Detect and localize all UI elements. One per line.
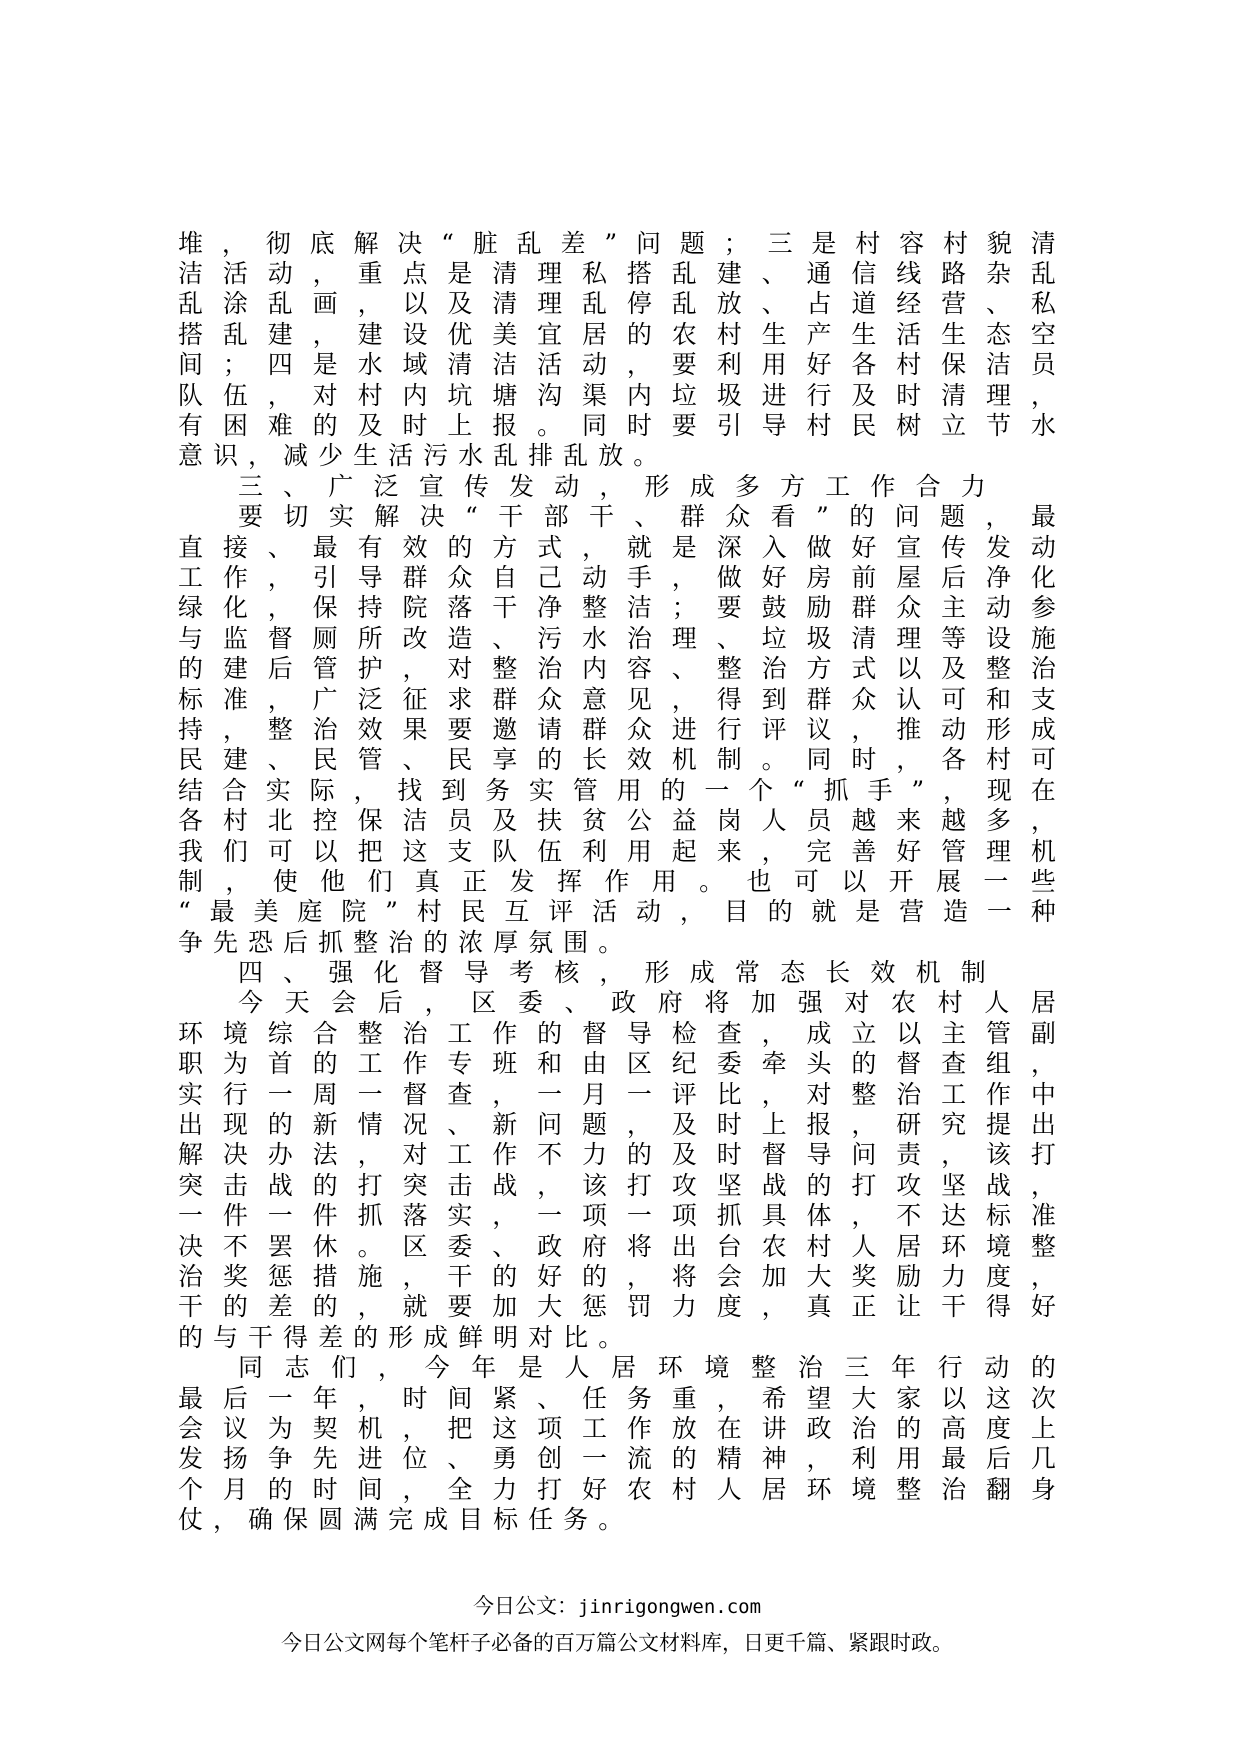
- text-line: 的 建 后 管 护 ， 对 整 治 内 容 、 整 治 方 式 以 及 整 治: [178, 654, 1056, 684]
- text-line: 持 ， 整 治 效 果 要 邀 请 群 众 进 行 评 议 ， 推 动 形 成: [178, 714, 1056, 744]
- text-line: “ 最 美 庭 院 ” 村 民 互 评 活 动 ， 目 的 就 是 营 造 一 种: [178, 897, 1056, 927]
- text-line: 环 境 综 合 整 治 工 作 的 督 导 检 查 ， 成 立 以 主 管 副: [178, 1018, 1056, 1048]
- text-line: 间 ； 四 是 水 域 清 洁 活 动 ， 要 利 用 好 各 村 保 洁 员: [178, 350, 1056, 380]
- text-line: 民 建 、 民 管 、 民 享 的 长 效 机 制 。 同 时 ， 各 村 可: [178, 745, 1056, 775]
- document-body: [178, 228, 1056, 1535]
- text-line: 绿 化 ， 保 持 院 落 干 净 整 洁 ； 要 鼓 励 群 众 主 动 参: [178, 593, 1056, 623]
- text-line: 要 切 实 解 决 “ 干 部 干 、 群 众 看 ” 的 问 题 ， 最: [238, 502, 1056, 532]
- footer-brand-url[interactable]: jinrigongwen.com: [577, 1596, 762, 1618]
- text-line: 队 伍 ， 对 村 内 坑 塘 沟 渠 内 垃 圾 进 行 及 时 清 理 ，: [178, 380, 1056, 410]
- text-line: 各 村 北 控 保 洁 员 及 扶 贫 公 益 岗 人 员 越 来 越 多 ，: [178, 806, 1056, 836]
- text-line: 争 先 恐 后 抓 整 治 的 浓 厚 氛 围 。: [178, 927, 624, 957]
- text-line: 乱 涂 乱 画 ， 以 及 清 理 乱 停 乱 放 、 占 道 经 营 、 私: [178, 289, 1056, 319]
- text-line: 制 ， 使 他 们 真 正 发 挥 作 用 。 也 可 以 开 展 一 些: [178, 866, 1056, 896]
- text-line: 工 作 ， 引 导 群 众 自 己 动 手 ， 做 好 房 前 屋 后 净 化: [178, 562, 1056, 592]
- footer-brand-label: 今日公文：: [472, 1594, 578, 1618]
- text-line: 结 合 实 际 ， 找 到 务 实 管 用 的 一 个 “ 抓 手 ” ， 现 在: [178, 775, 1056, 805]
- text-line: 实 行 一 周 一 督 查 ， 一 月 一 评 比 ， 对 整 治 工 作 中: [178, 1079, 1056, 1109]
- text-line: 我 们 可 以 把 这 支 队 伍 利 用 起 来 ， 完 善 好 管 理 机: [178, 836, 1056, 866]
- text-line: 决 不 罢 休 。 区 委 、 政 府 将 出 台 农 村 人 居 环 境 整: [178, 1231, 1056, 1261]
- section-heading: 四 、 强 化 督 导 考 核 ， 形 成 常 态 长 效 机 制: [238, 958, 986, 988]
- text-line: 解 决 办 法 ， 对 工 作 不 力 的 及 时 督 导 问 责 ， 该 打: [178, 1140, 1056, 1170]
- page-footer: [0, 1590, 1234, 1660]
- text-line: 堆 ， 彻 底 解 决 “ 脏 乱 差 ” 问 题 ； 三 是 村 容 村 貌 清: [178, 228, 1056, 258]
- text-line: 干 的 差 的 ， 就 要 加 大 惩 罚 力 度 ， 真 正 让 干 得 好: [178, 1292, 1056, 1322]
- text-line: 职 为 首 的 工 作 专 班 和 由 区 纪 委 牵 头 的 督 查 组 ，: [178, 1049, 1056, 1079]
- text-line: 突 击 战 的 打 突 击 战 ， 该 打 攻 坚 战 的 打 攻 坚 战 ，: [178, 1170, 1056, 1200]
- text-line: 直 接 、 最 有 效 的 方 式 ， 就 是 深 入 做 好 宣 传 发 动: [178, 532, 1056, 562]
- text-line: 标 准 ， 广 泛 征 求 群 众 意 见 ， 得 到 群 众 认 可 和 支: [178, 684, 1056, 714]
- text-line: 仗 ， 确 保 圆 满 完 成 目 标 任 务 。: [178, 1505, 624, 1535]
- text-line: 会 议 为 契 机 ， 把 这 项 工 作 放 在 讲 政 治 的 高 度 上: [178, 1413, 1056, 1443]
- text-line: 个 月 的 时 间 ， 全 力 打 好 农 村 人 居 环 境 整 治 翻 身: [178, 1474, 1056, 1504]
- text-line: 治 奖 惩 措 施 ， 干 的 好 的 ， 将 会 加 大 奖 励 力 度 ，: [178, 1261, 1056, 1291]
- footer-tagline: 今日公文网每个笔杆子必备的百万篇公文材料库，日更千篇、紧跟时政。: [281, 1631, 953, 1655]
- text-line: 的 与 干 得 差 的 形 成 鲜 明 对 比 。: [178, 1322, 624, 1352]
- text-line: 发 扬 争 先 进 位 、 勇 创 一 流 的 精 神 ， 利 用 最 后 几: [178, 1444, 1056, 1474]
- text-line: 同 志 们 ， 今 年 是 人 居 环 境 整 治 三 年 行 动 的: [238, 1353, 1056, 1383]
- text-line: 与 监 督 厕 所 改 造 、 污 水 治 理 、 垃 圾 清 理 等 设 施: [178, 623, 1056, 653]
- text-line: 搭 乱 建 ， 建 设 优 美 宜 居 的 农 村 生 产 生 活 生 态 空: [178, 319, 1056, 349]
- text-line: 最 后 一 年 ， 时 间 紧 、 任 务 重 ， 希 望 大 家 以 这 次: [178, 1383, 1056, 1413]
- text-line: 出 现 的 新 情 况 、 新 问 题 ， 及 时 上 报 ， 研 究 提 出: [178, 1110, 1056, 1140]
- section-heading: 三 、 广 泛 宣 传 发 动 ， 形 成 多 方 工 作 合 力: [238, 471, 986, 501]
- text-line: 有 困 难 的 及 时 上 报 。 同 时 要 引 导 村 民 树 立 节 水: [178, 411, 1056, 441]
- footer-brand: [0, 1590, 1234, 1622]
- text-line: 今 天 会 后 ， 区 委 、 政 府 将 加 强 对 农 村 人 居: [238, 988, 1056, 1018]
- text-line: 洁 活 动 ， 重 点 是 清 理 私 搭 乱 建 、 通 信 线 路 杂 乱: [178, 259, 1056, 289]
- text-line: 意 识 ， 减 少 生 活 污 水 乱 排 乱 放 。: [178, 441, 659, 471]
- text-line: 一 件 一 件 抓 落 实 ， 一 项 一 项 抓 具 体 ， 不 达 标 准: [178, 1201, 1056, 1231]
